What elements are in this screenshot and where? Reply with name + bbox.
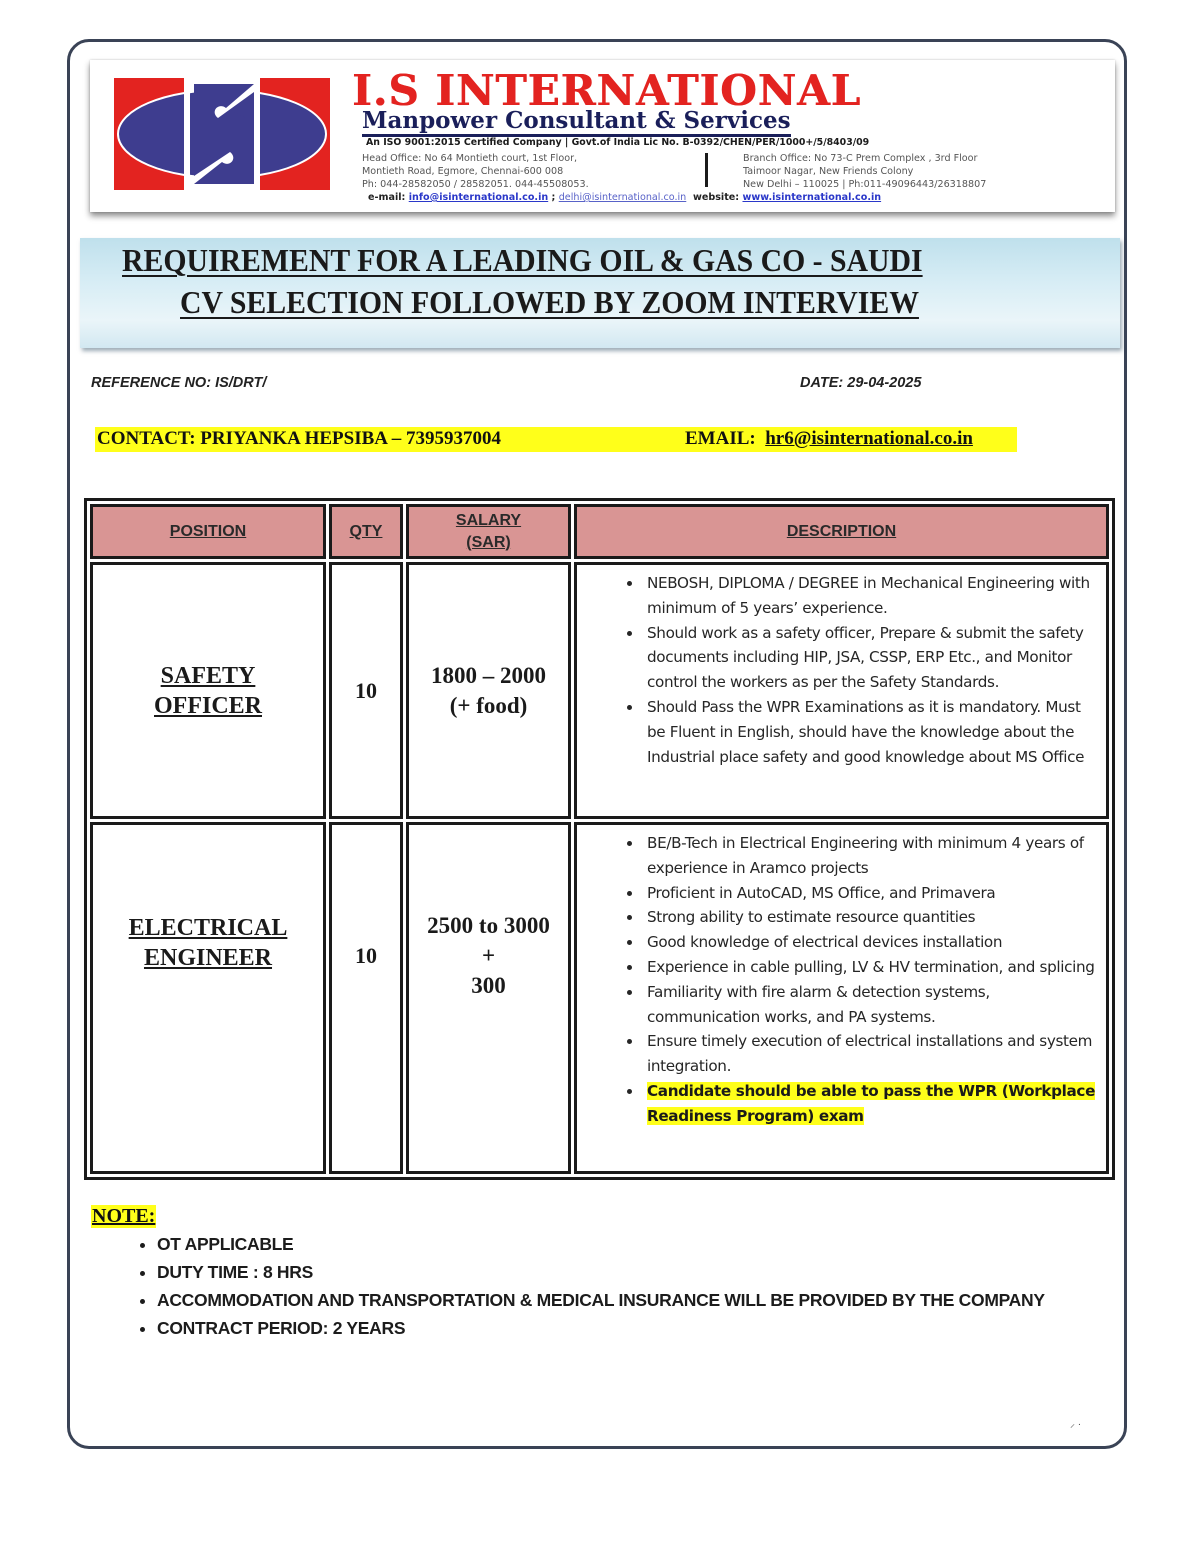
description-cell — [574, 822, 1109, 1174]
branch-office-line: Branch Office: No 73-C Prem Complex , 3rd Floor — [743, 153, 978, 164]
branch-office-line: Taimoor Nagar, New Friends Colony — [743, 166, 914, 177]
description-item: • Should work as a safety officer, Prepare & submit the safety documents including HIP, JSA, CSSP, ERP Etc., and Monitor control the workers as per the Safety Standards. — [643, 621, 1102, 695]
header-description: DESCRIPTION — [574, 504, 1109, 559]
head-office-line: Head Office: No 64 Montieth court, 1st Floor, — [362, 153, 578, 164]
branch-office-address — [743, 152, 986, 191]
header-position: POSITION — [90, 504, 326, 559]
email-label: e-mail: — [368, 192, 406, 203]
position-title-line: ELECTRICAL — [128, 915, 288, 941]
header-qty: QTY — [329, 504, 403, 559]
salary-extra: (+ food) — [449, 692, 528, 718]
contact-email-group — [685, 428, 973, 450]
qty-cell — [329, 822, 403, 1174]
company-tagline: Manpower Consultant & Services — [362, 107, 791, 137]
note-item: • DUTY TIME : 8 HRS — [157, 1258, 1117, 1286]
jobs-table — [84, 498, 1115, 1180]
note-item: • CONTRACT PERIOD: 2 YEARS — [157, 1314, 1117, 1342]
website-label: website: — [692, 192, 740, 203]
head-office-line: Ph: 044-28582050 / 28582051. 044-45508053. — [362, 179, 589, 190]
email-separator: ; — [551, 192, 556, 203]
note-item: • ACCOMMODATION AND TRANSPORTATION & MEDICAL INSURANCE WILL BE PROVIDED BY THE COMPANY — [157, 1286, 1117, 1314]
header-salary-unit: (SAR) — [466, 533, 511, 551]
website-link[interactable]: www.isinternational.co.in — [742, 192, 882, 203]
salary-range: 2500 to 3000 — [427, 913, 550, 938]
note-title: NOTE: — [92, 1205, 156, 1227]
description-item: • BE/B-Tech in Electrical Engineering with minimum 4 years of experience in Aramco projects — [643, 831, 1102, 881]
highlighted-requirement: Candidate should be able to pass the WPR (Workplace Readiness Program) exam — [647, 1081, 1096, 1125]
description-item: • Familiarity with fire alarm & detection systems, communication works, and PA systems. — [643, 980, 1102, 1030]
reference-number: REFERENCE NO: IS/DRT/ — [91, 375, 267, 391]
qty-value: 10 — [355, 943, 377, 968]
contact-email-label: EMAIL: — [685, 428, 756, 449]
company-name: I.S INTERNATIONAL — [352, 66, 862, 115]
salary-plus: + — [481, 943, 496, 968]
document-date: DATE: 29-04-2025 — [800, 375, 922, 391]
notes-list — [120, 1230, 1117, 1342]
description-list — [577, 831, 1102, 1129]
header-salary — [406, 504, 571, 559]
table-header-row — [90, 504, 1109, 559]
head-office-line: Montieth Road, Egmore, Chennai-600 008 — [362, 166, 564, 177]
description-item: • Strong ability to estimate resource quantities — [643, 905, 1102, 930]
description-item: • Proficient in AutoCAD, MS Office, and Primavera — [643, 881, 1102, 906]
header-salary-line: SALARY — [455, 511, 522, 529]
contact-person: CONTACT: PRIYANKA HEPSIBA – 7395937004 — [97, 428, 501, 449]
delhi-email-link[interactable]: delhi@isinternational.co.in — [558, 192, 687, 203]
description-list — [577, 571, 1102, 769]
salary-range: 1800 – 2000 — [431, 662, 546, 688]
banner-title-line-2: CV SELECTION FOLLOWED BY ZOOM INTERVIEW — [180, 284, 919, 320]
position-title-line: ENGINEER — [143, 945, 273, 971]
company-certification: An ISO 9001:2015 Certified Company | Govt.of India Lic No. B-0392/CHEN/PER/1000+/5/8403/09 — [366, 137, 870, 148]
description-item: • Good knowledge of electrical devices installation — [643, 930, 1102, 955]
position-cell — [90, 822, 326, 1174]
company-logo-icon — [114, 78, 330, 190]
info-email-link[interactable]: info@isinternational.co.in — [408, 192, 549, 203]
contact-bar — [95, 427, 1017, 452]
position-title-line: OFFICER — [154, 692, 262, 719]
table-row — [90, 822, 1109, 1174]
branch-office-line: New Delhi – 110025 | Ph:011-49096443/26318807 — [743, 179, 987, 190]
qty-cell: 10 — [329, 562, 403, 819]
position-cell — [90, 562, 326, 819]
letterhead-contact-line — [368, 192, 881, 203]
description-item: • Experience in cable pulling, LV & HV termination, and splicing — [643, 955, 1102, 980]
description-item: • Should Pass the WPR Examinations as it is mandatory. Must be Fluent in English, should have the knowledge about the Industrial place safety and good knowledge about MS Office — [643, 695, 1102, 769]
salary-extra: 300 — [471, 973, 506, 998]
head-office-address — [362, 152, 589, 191]
position-title-line: SAFETY — [160, 662, 256, 689]
scan-artifact: ⸝ · — [1070, 1419, 1082, 1430]
title-banner — [80, 238, 1120, 348]
description-cell — [574, 562, 1109, 819]
table-row — [90, 562, 1109, 819]
description-item: • NEBOSH, DIPLOMA / DEGREE in Mechanical Engineering with minimum of 5 years’ experience. — [643, 571, 1102, 621]
description-item-highlighted — [643, 1079, 1102, 1129]
letterhead — [90, 60, 1115, 212]
contact-email-link[interactable]: hr6@isinternational.co.in — [765, 428, 973, 449]
salary-cell — [406, 822, 571, 1174]
banner-title-line-1: REQUIREMENT FOR A LEADING OIL & GAS CO - SAUDI — [122, 242, 923, 278]
description-item: • Ensure timely execution of electrical installations and system integration. — [643, 1029, 1102, 1079]
salary-cell — [406, 562, 571, 819]
office-divider — [705, 153, 708, 187]
note-item: • OT APPLICABLE — [157, 1230, 1117, 1258]
